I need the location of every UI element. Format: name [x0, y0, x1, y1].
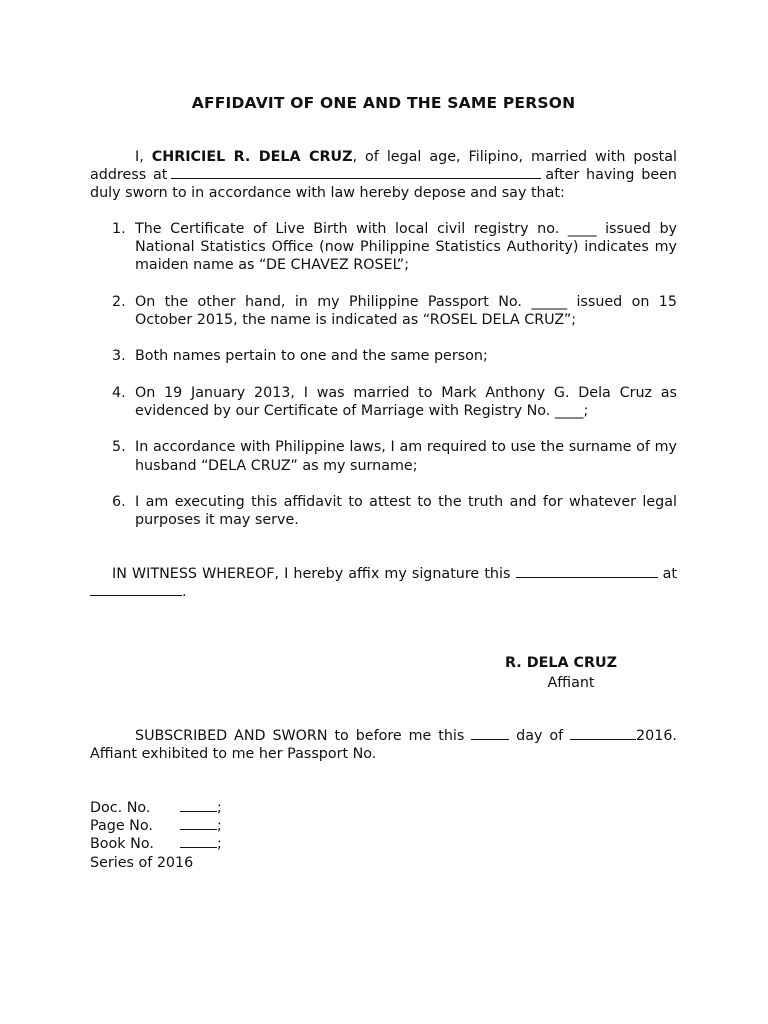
item-text: Both names pertain to one and the same person;: [135, 348, 488, 365]
list-item: [90, 220, 677, 275]
list-item: [90, 384, 677, 420]
page-no-label: Page No.: [90, 818, 153, 835]
item-number: 3.: [112, 348, 126, 365]
list-item: [90, 493, 677, 529]
item-text: In accordance with Philippine laws, I am required to use the surname of my husband “DELA CRUZ” as my surname;: [135, 439, 677, 474]
list-item: [90, 347, 677, 365]
series-label: Series of 2016: [90, 854, 194, 871]
item-number: 6.: [112, 493, 126, 510]
page-no-end: ;: [217, 818, 222, 835]
signature-place-blank: [90, 583, 182, 596]
page-no-blank: [180, 817, 217, 830]
item-number: 1.: [112, 221, 126, 237]
day-blank: [471, 727, 509, 740]
list-item: [90, 293, 677, 329]
list-item: [90, 438, 677, 474]
book-no-blank: [180, 835, 217, 848]
item-text: The Certificate of Live Birth with local civil registry no. ____ issued by National Statistics Office (now Philippine Statistics Authority) indicates my maiden name as “DE CHAVEZ ROSEL”;: [135, 221, 677, 274]
notarial-register: [90, 799, 222, 872]
page-no-row: [90, 817, 222, 835]
intro-text-1: , of legal age, Filipino, married with postal address at: [90, 149, 678, 184]
month-blank: [570, 727, 636, 740]
subscribed-text-1: SUBSCRIBED AND SWORN to before me this: [135, 728, 465, 744]
postal-address-blank: [171, 166, 541, 179]
item-number: 5.: [112, 439, 126, 456]
witness-paragraph: [90, 565, 677, 601]
book-no-end: ;: [217, 836, 222, 853]
witness-text-2: at: [662, 566, 678, 582]
doc-no-blank: [180, 799, 217, 812]
series-row: [90, 854, 222, 872]
item-text: On the other hand, in my Philippine Passport No. _____ issued on 15 October 2015, the name is indicated as “ROSEL DELA CRUZ”;: [135, 293, 677, 328]
document-title: AFFIDAVIT OF ONE AND THE SAME PERSON: [191, 94, 576, 112]
witness-text-1: IN WITNESS WHEREOF, I hereby affix my signature this: [112, 566, 511, 582]
statement-list: [90, 220, 677, 548]
subscribed-text-3: 2016. Affiant exhibited to me her Passport No.: [90, 728, 677, 763]
signature-date-blank: [516, 565, 658, 578]
doc-no-row: [90, 799, 222, 817]
item-text: On 19 January 2013, I was married to Mark Anthony G. Dela Cruz as evidenced by our Certificate of Marriage with Registry No. ____;: [135, 384, 677, 419]
item-text: I am executing this affidavit to attest to the truth and for whatever legal purposes it may serve.: [135, 493, 677, 529]
item-number: 4.: [112, 384, 126, 401]
intro-paragraph: [90, 148, 677, 203]
doc-no-label: Doc. No.: [90, 800, 151, 816]
subscribed-paragraph: [90, 727, 677, 763]
witness-end: .: [182, 584, 187, 601]
subscribed-text-2: day of: [516, 728, 564, 744]
affiant-signature-name: R. DELA CRUZ: [505, 655, 617, 671]
affiant-label: Affiant: [547, 675, 595, 691]
intro-text-2: after having been duly sworn to in accordance with law hereby depose and say that:: [90, 167, 677, 202]
item-number: 2.: [112, 293, 126, 310]
doc-no-end: ;: [217, 800, 222, 816]
affiant-full-name: CHRICIEL R. DELA CRUZ: [151, 149, 353, 165]
book-no-label: Book No.: [90, 836, 154, 853]
intro-prefix: I,: [135, 149, 152, 165]
book-no-row: [90, 835, 222, 853]
